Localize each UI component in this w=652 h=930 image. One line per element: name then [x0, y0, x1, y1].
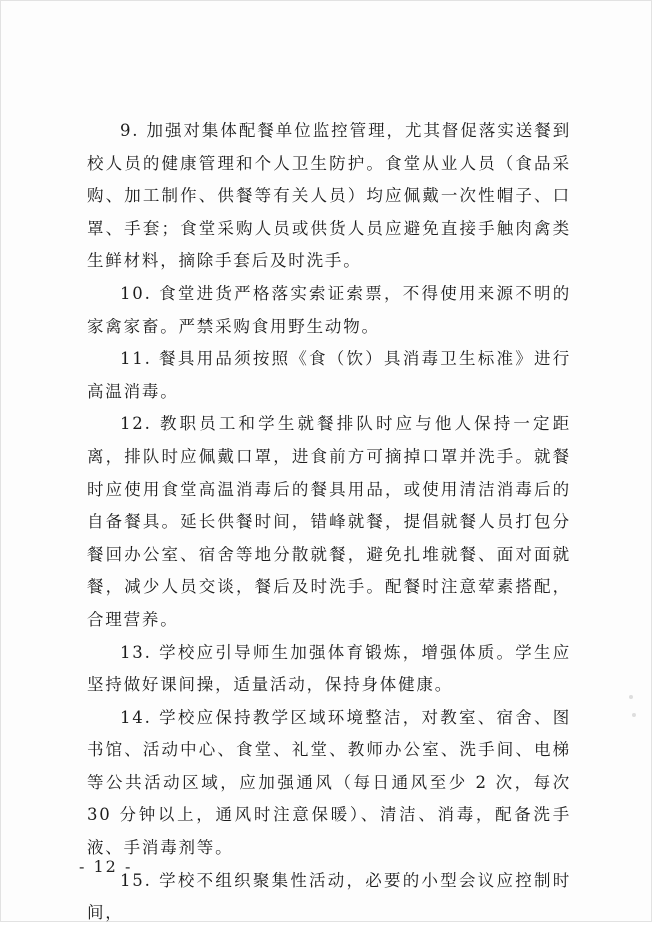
scan-speck — [632, 713, 636, 717]
document-body — [87, 115, 571, 930]
paragraph-item-13: 13. 学校应引导师生加强体育锻炼，增强体质。学生应坚持做好课间操，适量活动，保持身体健康。 — [87, 642, 571, 695]
paragraph-item-10: 10. 食堂进货严格落实索证索票，不得使用来源不明的家禽家畜。严禁采购食用野生动物。 — [87, 283, 571, 336]
paragraph-item-11: 11. 餐具用品须按照《食（饮）具消毒卫生标准》进行高温消毒。 — [87, 349, 571, 401]
paragraph-item-15: 15. 学校不组织聚集性活动，必要的小型会议应控制时间， — [87, 870, 571, 923]
scan-speck — [629, 695, 633, 699]
paragraph-item-9: 9. 加强对集体配餐单位监控管理，尤其督促落实送餐到校人员的健康管理和个人卫生防护。食堂从业人员（食品采购、加工制作、供餐等有关人员）均应佩戴一次性帽子、口罩、手套；食堂采购人员或供货人员应避免直接手触肉禽类生鲜材料，摘除手套后及时洗手。 — [87, 121, 571, 271]
paragraph-item-14: 14. 学校应保持教学区域环境整洁，对教室、宿舍、图书馆、活动中心、食堂、礼堂、教师办公室、洗手间、电梯等公共活动区域，应加强通风（每日通风至少 2 次，每次 30 分钟以上，通风时注意保暖）、清洁、消毒，配备洗手液、手消毒剂等。 — [87, 707, 571, 858]
page-number: - 12 - — [79, 857, 133, 876]
paragraph-item-12: 12. 教职员工和学生就餐排队时应与他人保持一定距离，排队时应佩戴口罩，进食前方可摘掉口罩并洗手。就餐时应使用食堂高温消毒后的餐具用品，或使用清洁消毒后的自备餐具。延长供餐时间，错峰就餐，提倡就餐人员打包分餐回办公室、宿舍等地分散就餐，避免扎堆就餐、面对面就餐，减少人员交谈，餐后及时洗手。配餐时注意荤素搭配，合理营养。 — [87, 414, 571, 629]
